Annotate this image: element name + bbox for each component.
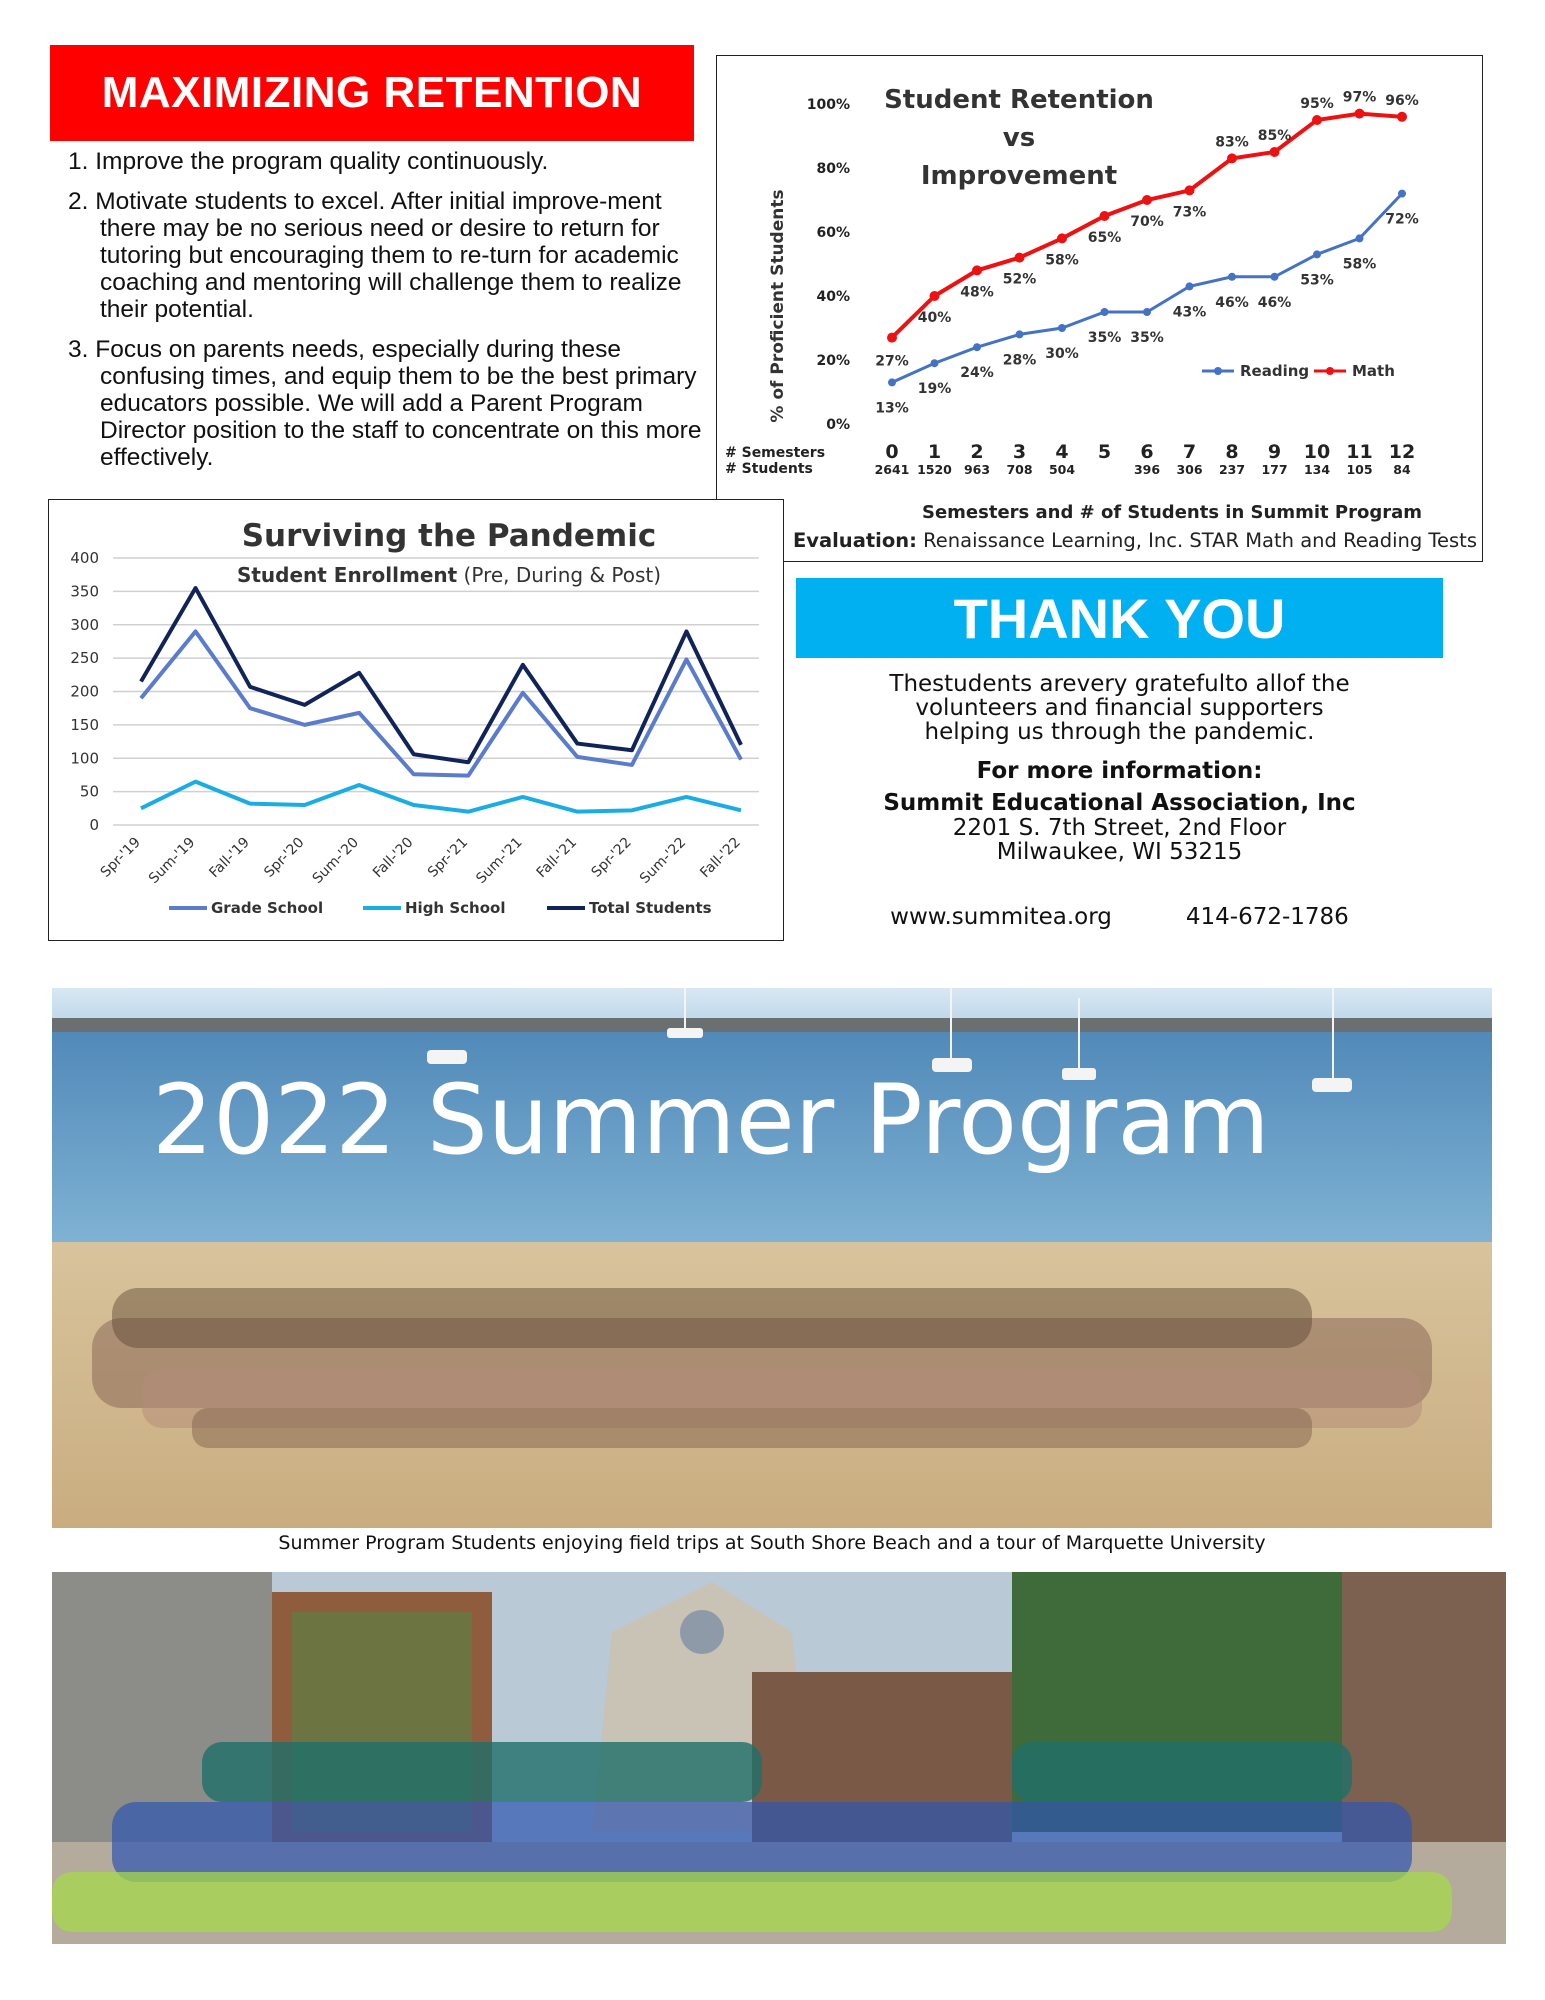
campus-scene: [52, 1572, 1506, 1944]
semesters-row-label: # Semesters: [725, 445, 826, 461]
ret-data-label-reading: 72%: [1385, 211, 1419, 228]
pan-ytick-label: 50: [79, 782, 99, 801]
ret-data-label-reading: 35%: [1130, 330, 1164, 346]
pan-xtick-label: Fall-'19: [206, 834, 253, 882]
ret-xtick-label: 10: [1303, 441, 1331, 463]
pan-xtick-label: Spr-'19: [97, 834, 144, 881]
ret-xtick-label: 3: [1012, 441, 1027, 463]
pandemic-subtitle-bold: Student Enrollment: [236, 563, 458, 587]
ret-students-label: 963: [963, 462, 991, 477]
ret-ytick-label: 20%: [816, 353, 850, 369]
pan-legend-label: Total Students: [589, 899, 712, 917]
retention-list: [68, 148, 704, 484]
retention-item-2: 2. Motivate students to excel. After initial improve-ment there may be no serious need or desire to return for tutoring but encouraging them to re-turn for academic coaching and mentoring will challenge them to realize their potential.: [68, 188, 682, 323]
ret-point-math: [1397, 112, 1407, 122]
address-line-2: Milwaukee, WI 53215: [996, 839, 1243, 865]
ret-xtick-label: 0: [885, 441, 899, 463]
ret-legend-marker: [1326, 367, 1334, 375]
ret-ytick-label: 80%: [816, 161, 850, 177]
ret-students-label: 177: [1261, 462, 1288, 477]
ret-point-reading: [1058, 324, 1066, 332]
pandemic-subtitle-rest: (Pre, During & Post): [457, 563, 662, 587]
students-group: [92, 1288, 1432, 1448]
breakwater: [52, 1018, 1492, 1032]
ret-students-label: 708: [1006, 462, 1033, 477]
more-info-heading: For more information:: [976, 758, 1263, 784]
ret-point-math: [1312, 115, 1322, 125]
ret-point-reading: [1271, 273, 1279, 281]
pan-xtick-label: Spr-'21: [424, 834, 472, 881]
ret-ytick-label: 0%: [826, 417, 850, 433]
ret-data-label-reading: 58%: [1342, 256, 1377, 273]
pan-xtick-label: Fall-'21: [533, 834, 581, 882]
phone-number: 414-672-1786: [1185, 904, 1349, 930]
pandemic-subtitle: [237, 563, 661, 587]
ret-point-math: [1057, 233, 1067, 243]
ret-point-math: [1185, 185, 1195, 195]
ret-students-label: 105: [1346, 462, 1373, 477]
pan-xtick-label: Fall-'22: [697, 834, 744, 882]
pan-xtick-label: Fall-'20: [369, 834, 417, 882]
pan-xtick-label: Sum-'19: [145, 834, 199, 887]
pan-ytick-label: 350: [70, 582, 99, 601]
retention-ylabel: % of Proficient Students: [768, 189, 788, 423]
ret-students-label: 84: [1393, 462, 1411, 477]
ret-point-reading: [888, 378, 896, 386]
pan-ytick-label: 400: [70, 549, 99, 567]
pan-xtick-label: Sum-'21: [473, 834, 526, 887]
pan-xtick-label: Sum-'22: [636, 834, 690, 887]
ret-point-math: [887, 333, 897, 343]
ret-students-label: 134: [1303, 462, 1331, 477]
ret-legend-marker: [1214, 367, 1222, 375]
summer-program-title: 2022 Summer Program: [152, 1064, 1270, 1176]
thank-you-banner: THANK YOU: [796, 578, 1443, 658]
ret-data-label-reading: 46%: [1257, 294, 1292, 311]
pandemic-legend: [169, 899, 712, 917]
pan-series-line-high-school: [141, 782, 741, 812]
rose-window: [680, 1610, 724, 1654]
ret-point-math: [1227, 153, 1237, 163]
ret-point-reading: [1356, 234, 1364, 242]
ret-xtick-label: 11: [1346, 441, 1373, 463]
ret-ytick-label: 60%: [816, 225, 850, 241]
source-text: Renaissance Learning, Inc. STAR Math and Reading Tests: [916, 529, 1477, 552]
ret-point-math: [1015, 253, 1025, 263]
ret-point-reading: [1101, 308, 1109, 316]
ret-data-label-math: 97%: [1342, 89, 1377, 106]
address-line-1: 2201 S. 7th Street, 2nd Floor: [952, 815, 1287, 841]
pan-xtick-label: Spr-'22: [588, 834, 635, 881]
ret-data-label-math: 48%: [960, 284, 994, 301]
ret-data-label-reading: 46%: [1215, 294, 1249, 311]
ret-legend-label: Math: [1352, 362, 1395, 380]
ret-xtick-label: 6: [1140, 441, 1154, 463]
ret-data-label-math: 70%: [1130, 214, 1164, 230]
ret-data-label-math: 40%: [917, 310, 952, 326]
ret-data-label-math: 58%: [1045, 252, 1079, 269]
photo-caption: Summer Program Students enjoying field trips at South Shore Beach and a tour of Marquette University: [278, 1532, 1266, 1554]
pan-legend-label: High School: [405, 899, 506, 917]
ret-xtick-label: 12: [1388, 441, 1416, 463]
pan-ytick-label: 300: [70, 615, 99, 634]
ret-ytick-label: 100%: [806, 97, 850, 113]
evaluation-source: [793, 529, 1477, 552]
ret-ytick-label: 40%: [816, 289, 850, 305]
retention-chart: [716, 55, 1483, 562]
ret-point-reading: [1186, 282, 1194, 290]
maximizing-retention-header: MAXIMIZING RETENTION: [50, 45, 694, 141]
ret-xtick-label: 5: [1097, 441, 1112, 463]
ret-students-label: 504: [1048, 462, 1076, 477]
pandemic-title: Surviving the Pandemic: [241, 518, 657, 554]
retention-legend: [1202, 362, 1395, 380]
thanks-msg-line-2: volunteers and financial supporters: [915, 695, 1324, 721]
ret-point-reading: [973, 343, 981, 351]
ret-xtick-label: 4: [1055, 441, 1069, 463]
org-name: Summit Educational Association, Inc: [883, 790, 1356, 816]
ret-point-math: [1270, 147, 1280, 157]
retention-title-line-3: Improvement: [920, 161, 1118, 191]
ret-legend-label: Reading: [1240, 362, 1310, 380]
ret-point-reading: [1016, 330, 1024, 338]
pan-ytick-label: 150: [70, 715, 99, 734]
pan-ytick-label: 0: [89, 816, 99, 834]
ret-xtick-label: 9: [1267, 441, 1282, 463]
ret-point-reading: [1398, 190, 1406, 198]
ret-xtick-label: 7: [1182, 441, 1197, 463]
pandemic-chart: [48, 499, 784, 941]
ret-point-math: [1100, 211, 1110, 221]
ret-data-label-reading: 53%: [1300, 272, 1334, 289]
ret-data-label-math: 52%: [1002, 271, 1037, 288]
contact-block: [796, 672, 1443, 930]
ret-data-label-reading: 19%: [917, 381, 952, 398]
ret-data-label-reading: 35%: [1087, 330, 1122, 346]
ret-students-label: 237: [1218, 462, 1246, 477]
ret-data-label-math: 27%: [875, 353, 909, 370]
pan-legend-label: Grade School: [211, 899, 324, 917]
thanks-msg-line-1: Thestudents arevery gratefulto allof the: [889, 671, 1350, 697]
ret-point-math: [1142, 195, 1152, 205]
pan-series-line-total-students: [141, 588, 741, 762]
ret-students-label: 1520: [917, 462, 952, 477]
retention-title-line-1: Student Retention: [884, 85, 1154, 115]
ret-data-label-reading: 24%: [960, 365, 994, 382]
pan-xtick-label: Spr-'20: [261, 834, 308, 881]
ret-point-reading: [1313, 250, 1321, 258]
ret-students-label: 306: [1176, 462, 1203, 477]
thanks-msg-line-3: helping us through the pandemic.: [924, 719, 1315, 745]
ret-xtick-label: 8: [1225, 441, 1239, 463]
ret-xtick-label: 1: [927, 441, 942, 463]
retention-title-line-2: vs: [1002, 123, 1036, 153]
ret-data-label-math: 83%: [1215, 134, 1249, 151]
pan-ytick-label: 100: [70, 749, 99, 768]
ret-point-reading: [1228, 273, 1236, 281]
pan-ytick-label: 250: [70, 649, 99, 668]
ret-data-label-math: 96%: [1385, 92, 1419, 109]
ret-data-label-math: 65%: [1087, 230, 1122, 246]
ret-data-label-math: 95%: [1300, 96, 1334, 112]
ret-data-label-reading: 43%: [1172, 304, 1207, 321]
beach-scene: [52, 988, 1492, 1528]
campus-photo: [52, 1572, 1506, 1944]
pandemic-chart-svg: [49, 500, 783, 940]
ret-point-reading: [1143, 308, 1151, 316]
students-row-label: # Students: [725, 461, 813, 477]
ret-data-label-reading: 30%: [1045, 346, 1079, 362]
ret-data-label-math: 85%: [1257, 128, 1292, 144]
pan-ytick-label: 200: [70, 682, 99, 701]
retention-xlabel: Semesters and # of Students in Summit Program: [921, 502, 1423, 523]
retention-item-1: 1. Improve the program quality continuously.: [68, 148, 549, 175]
retention-item-3: 3. Focus on parents needs, especially during these confusing times, and equip them to be the best primary educators possible. We will add a Parent Program Director position to the staff to concentrate on this more effectively.: [68, 336, 702, 471]
ret-students-label: 2641: [874, 462, 910, 477]
ret-xtick-label: 2: [970, 441, 984, 463]
website-link[interactable]: www.summitea.org: [890, 904, 1112, 930]
pan-xtick-label: Sum-'20: [309, 834, 363, 887]
ret-point-math: [930, 291, 940, 301]
ret-data-label-reading: 13%: [875, 400, 909, 417]
ret-point-math: [1355, 109, 1365, 119]
campus-students-group: [52, 1742, 1452, 1932]
ret-data-label-math: 73%: [1172, 204, 1207, 221]
beach-photo: [52, 988, 1492, 1528]
ret-data-label-reading: 28%: [1002, 352, 1037, 369]
retention-chart-svg: [717, 56, 1482, 561]
ret-students-label: 396: [1133, 462, 1161, 477]
ret-point-math: [972, 265, 982, 275]
ret-point-reading: [931, 359, 939, 367]
source-label: Evaluation:: [792, 529, 917, 552]
